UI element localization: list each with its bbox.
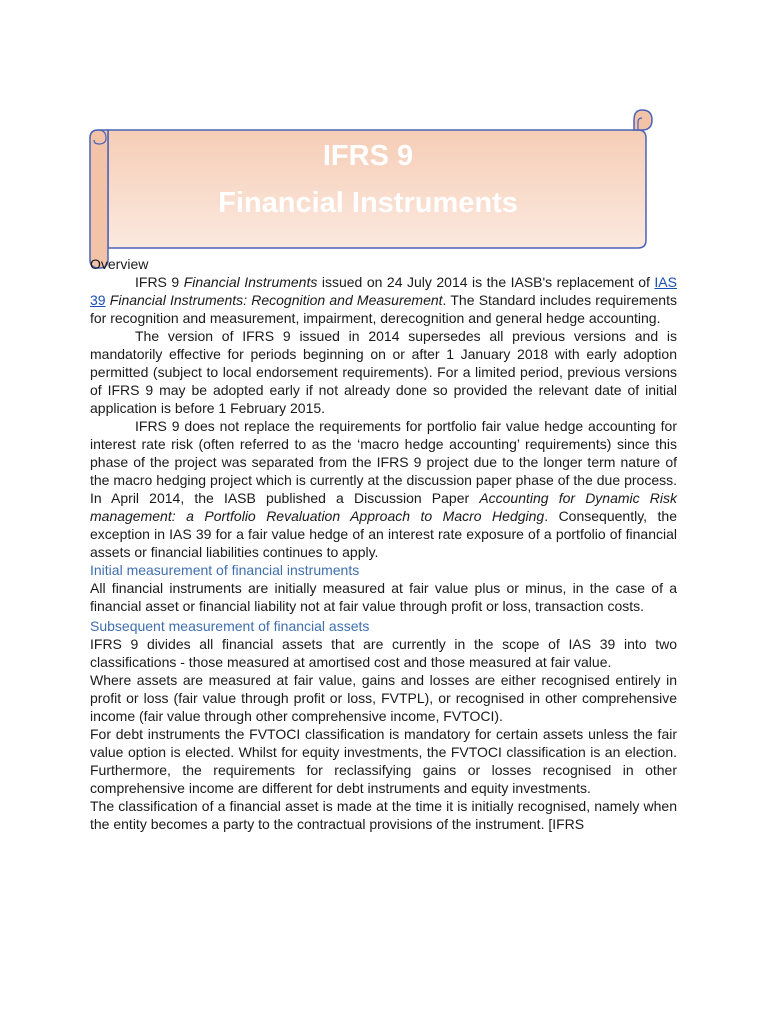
section2-paragraph-1: IFRS 9 divides all financial assets that are currently in the scope of IAS 39 into two classifications - those measured at amortised cost and those measured at fair value. (90, 636, 677, 670)
section2-paragraph-4: The classification of a financial asset is made at the time it is initially recognised, namely when the entity becomes a party to the contractual provisions of the instrument. [IFRS (90, 798, 677, 832)
intro-italic-title: Financial Instruments (183, 274, 318, 290)
title-banner (86, 108, 656, 274)
intro-paragraph-2: The version of IFRS 9 issued in 2014 supersedes all previous versions and is mandatorily effective for periods beginning on or after 1 January 2018 with early adoption permitted (subject to local endorsement requirements). For a limited period, previous versions of IFRS 9 may be adopted early if not already done so provided the relevant date of initial application is before 1 February 2015. (90, 328, 677, 416)
document-body (90, 255, 677, 833)
intro-text: IFRS 9 does not replace the requirements for portfolio fair value hedge accounting for interest rate risk (often referred to as the ‘macro hedge accounting’ requirements) since this phase of the project was separated from the IFRS 9 project due to the longer term nature of the macro hedging project which is currently at the discussion paper phase of the due process. In April 2014, the IASB published a Discussion Paper (90, 418, 677, 506)
section-heading-subsequent-measurement: Subsequent measurement of financial assets (90, 618, 370, 634)
intro-italic-title: Financial Instruments: Recognition and Measurement (109, 292, 443, 308)
intro-italic-title: Accounting for Dynamic Risk management: a Portfolio Revaluation Approach to Macro Hedging (90, 490, 678, 524)
intro-paragraph-3 (90, 417, 677, 561)
overview-label: Overview (90, 256, 149, 272)
section-heading-initial-measurement: Initial measurement of financial instruments (90, 562, 360, 578)
section2-paragraph-3: For debt instruments the FVTOCI classification is mandatory for certain assets unless the fair value option is elected. Whilst for equity investments, the FVTOCI classification is an election. Furthermore, the requirements for reclassifying gains or losses recognised in other comprehensive income are different for debt instruments and equity investments. (90, 726, 677, 796)
section2-paragraph-2: Where assets are measured at fair value, gains and losses are either recognised entirely in profit or loss (fair value through profit or loss, FVTPL), or recognised in other comprehensive income (fair value through other comprehensive income, FVTOCI). (90, 672, 677, 724)
intro-text: . Consequently, the exception in IAS 39 for a fair value hedge of an interest rate exposure of a portfolio of financial assets or financial liabilities continues to apply. (90, 508, 677, 560)
section1-paragraph-1: All financial instruments are initially measured at fair value plus or minus, in the case of a financial asset or financial liability not at fair value through profit or loss, transaction costs. (90, 580, 677, 614)
banner-title (108, 136, 628, 224)
ias39-link[interactable]: IAS 39 (90, 274, 677, 308)
banner-title-line2: Financial Instruments (218, 187, 518, 219)
intro-text: issued on 24 July 2014 is the IASB's replacement of (317, 274, 655, 290)
intro-paragraph-1 (90, 273, 677, 327)
intro-text: IFRS 9 (135, 274, 184, 290)
banner-title-line1: IFRS 9 (322, 140, 414, 172)
intro-text: . The Standard includes requirements for recognition and measurement, impairment, derecognition and general hedge accounting. (90, 292, 677, 326)
